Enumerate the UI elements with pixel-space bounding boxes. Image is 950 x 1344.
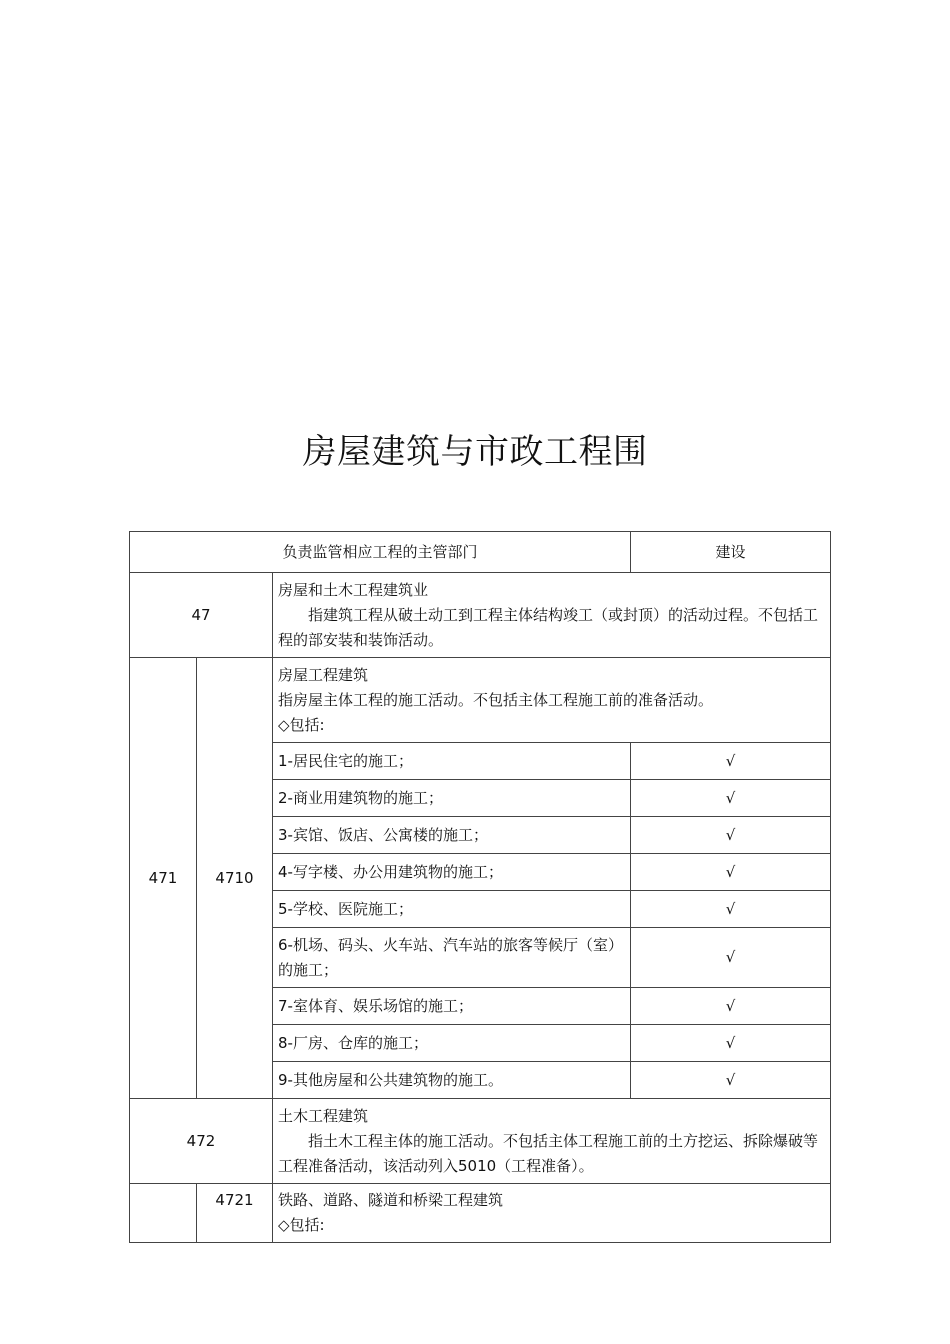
checkmark: √ [631, 891, 831, 928]
section-4710-desc: 指房屋主体工程的施工活动。不包括主体工程施工前的准备活动。 [278, 690, 714, 709]
checkmark: √ [631, 817, 831, 854]
section-4710-include: ◇包括: [278, 715, 325, 734]
code-472: 472 [130, 1099, 273, 1184]
checkmark: √ [631, 743, 831, 780]
section-472-row [130, 1099, 831, 1184]
section-472-content [273, 1099, 831, 1184]
item-text: 4-写字楼、办公用建筑物的施工； [273, 854, 631, 891]
dept-label: 负责监管相应工程的主管部门 [130, 532, 631, 573]
item-text: 9-其他房屋和公共建筑物的施工。 [273, 1062, 631, 1099]
item-text: 1-居民住宅的施工； [273, 743, 631, 780]
section-47-row [130, 573, 831, 658]
checkmark: √ [631, 1025, 831, 1062]
section-4721-name: 铁路、道路、隧道和桥梁工程建筑 [278, 1191, 504, 1209]
code-471: 471 [130, 658, 197, 1099]
industry-classification-table [129, 531, 831, 1243]
item-text: 5-学校、医院施工； [273, 891, 631, 928]
section-4721-content [273, 1184, 831, 1243]
checkmark: √ [631, 928, 831, 988]
item-text: 6-机场、码头、火车站、汽车站的旅客等候厅（室）的施工； [273, 928, 631, 988]
checkmark: √ [631, 1062, 831, 1099]
header-row [130, 532, 831, 573]
item-text: 2-商业用建筑物的施工； [273, 780, 631, 817]
section-47-name: 房屋和土木工程建筑业 [278, 580, 429, 599]
section-472-name: 土木工程建筑 [278, 1106, 369, 1125]
checkmark: √ [631, 780, 831, 817]
section-47-content [273, 573, 831, 658]
code-4710: 4710 [197, 658, 273, 1099]
code-4721-major [130, 1184, 197, 1243]
item-text: 7-室体育、娱乐场馆的施工； [273, 988, 631, 1025]
page-title: 房屋建筑与市政工程围 [302, 432, 648, 472]
code-47: 47 [130, 573, 273, 658]
section-47-desc: 指建筑工程从破土动工到工程主体结构竣工（或封顶）的活动过程。不包括工程的部安装和装饰活动。 [278, 605, 819, 649]
checkmark: √ [631, 854, 831, 891]
item-text: 8-厂房、仓库的施工； [273, 1025, 631, 1062]
section-4710-content [273, 658, 831, 743]
section-472-desc: 指土木工程主体的施工活动。不包括主体工程施工前的土方挖运、拆除爆破等工程准备活动，该活动列入5010（工程准备）。 [278, 1131, 819, 1175]
section-4710-name: 房屋工程建筑 [278, 665, 369, 684]
checkmark: √ [631, 988, 831, 1025]
section-4721-row [130, 1184, 831, 1243]
construction-column-label: 建设 [631, 532, 831, 573]
item-text: 3-宾馆、饭店、公寓楼的施工； [273, 817, 631, 854]
section-4710-header-row [130, 658, 831, 743]
section-4721-include: ◇包括: [278, 1216, 325, 1234]
code-4721: 4721 [197, 1184, 273, 1243]
